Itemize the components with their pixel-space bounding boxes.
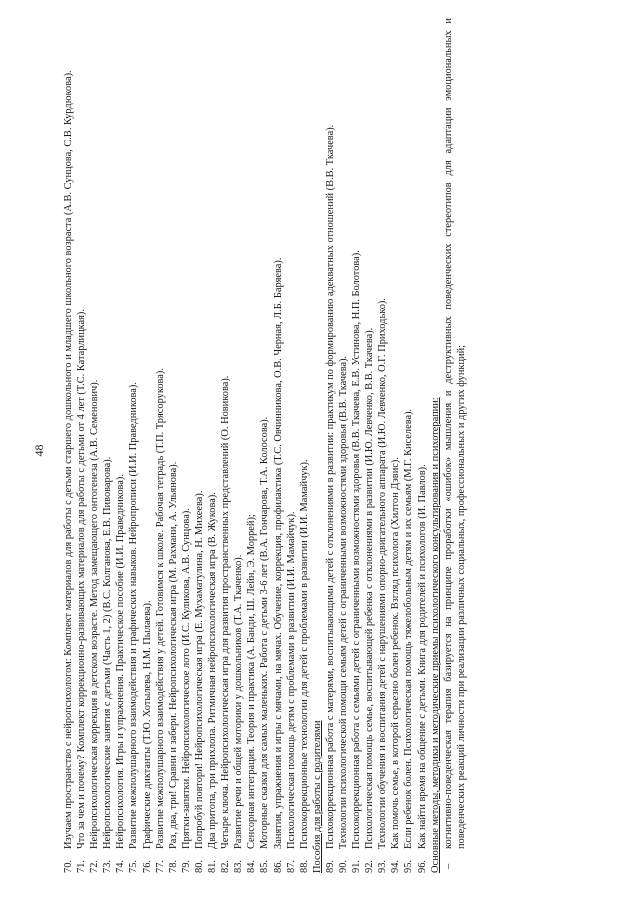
section-heading-methods: Основные методы, методики и методические приемы психологического консультирования и психотерапии: (429, 397, 441, 873)
item-number: 92. (364, 860, 376, 873)
item-number: 96. (416, 860, 428, 873)
item-number: 91. (351, 860, 363, 873)
item-text: Психокоррекционная работа с матерями, воспитывающими детей с отклонениями в развитии: практикум по формированию адекватных отношений (В.В. Ткачева). (324, 124, 336, 849)
item-number: 72. (89, 860, 101, 873)
item-number: 81. (207, 860, 219, 873)
item-number: 73. (102, 860, 114, 873)
list-item (75, 18, 88, 873)
list-item (127, 18, 140, 873)
item-number: 87. (285, 860, 297, 873)
list-item (62, 18, 75, 873)
list-item (402, 18, 415, 873)
list-item (376, 18, 389, 873)
list-item (389, 18, 402, 873)
item-number: 89. (324, 860, 336, 873)
list-item (114, 18, 127, 873)
list-item (141, 18, 154, 873)
list-item (272, 18, 285, 873)
list-item (167, 18, 180, 873)
method-text: когнитивно-поведенческая терапия базируется на принципе проработки «ошибок» мышления и деструктивных поведенческих стереотипов для адаптации эмоциональных и поведенческих реакций личности при реализации различных социальных, профессиональных и других функций; (442, 18, 467, 849)
page-number: 48 (32, 444, 46, 457)
item-text: Занятия, упражнения и игры с мячами, на мячах. Обучение, коррекция, профилактика (Т.С. Овчинникова, О.В. Черная, Л.Б. Баряева). (272, 257, 284, 849)
item-text: Четыре ключа. Нейропсихологическая игра для развития пространственных представлений (О. Новикова). (220, 375, 232, 849)
list-item (258, 18, 271, 873)
materials-list (62, 18, 311, 873)
item-number: 71. (76, 860, 88, 873)
item-text: Развитие межполушарного взаимодействия у детей. Готовимся к школе. Рабочая тетрадь (Т.П. Трясорукова). (154, 368, 166, 849)
item-text: Раз, два, три! Сравни и забери. Нейропсихологическая игра (М. Рахмани, А. Ульянова). (167, 461, 179, 849)
list-item (363, 18, 376, 873)
item-text: Нейропсихологическая коррекция в детском возрасте. Метод замещающего онтогенеза (А.В. Семенович). (89, 379, 101, 849)
item-text: Развитие межполушарного взаимодействия и графических навыков. Нейропрописи (И.И. Праведникова). (128, 382, 140, 849)
section-heading-parents: Пособия для работы с родителями (311, 720, 323, 873)
item-number: 70. (63, 860, 74, 873)
item-text: Технологии психологической помощи семьям детей с ограниченными возможностями здоровья (В.В. Ткачева). (337, 355, 349, 849)
item-text: Как найти время на общение с детьми. Книга для родителей и психологов (И. Павлов). (416, 464, 428, 849)
item-number: 76. (141, 860, 153, 873)
item-number: 86. (272, 860, 284, 873)
parents-list (324, 18, 429, 873)
item-text: Психокоррекционные технологии для детей с проблемами в развитии (И.И. Мамайчук). (298, 459, 310, 849)
list-item (193, 18, 206, 873)
item-number: 82. (220, 860, 232, 873)
item-text: Психологическая помощь семье, воспитывающей ребенка с отклонениями в развитии (И.Ю. Левченко, В.В. Ткачева). (364, 327, 376, 849)
item-number: 90. (337, 860, 349, 873)
list-item (337, 18, 350, 873)
list-item (416, 18, 429, 873)
item-number: 83. (233, 860, 245, 873)
item-text: Нейропсихологические занятия с детьми (Часть 1, 2) (В.С. Колганова, Е.В. Пивоварова). (102, 456, 114, 849)
list-item (245, 18, 258, 873)
item-text: Попробуй повтори! Нейропсихологическая игра (Е. Мухаматулина, Н. Михеева). (193, 490, 205, 849)
item-number: 84. (246, 860, 258, 873)
dash-marker: – (442, 863, 454, 869)
item-number: 94. (390, 860, 402, 873)
list-item (350, 18, 363, 873)
item-number: 74. (115, 860, 127, 873)
item-number: 80. (193, 860, 205, 873)
item-number: 85. (259, 860, 271, 873)
list-item (324, 18, 337, 873)
list-item (298, 18, 311, 873)
list-item (219, 18, 232, 873)
page-content (62, 18, 468, 873)
list-item (88, 18, 101, 873)
item-text: Нейропсихология. Игры и упражнения. Практическое пособие (И.И. Праведникова). (115, 474, 127, 849)
list-item (232, 18, 245, 873)
list-item (154, 18, 167, 873)
list-item (206, 18, 219, 873)
list-item (180, 18, 193, 873)
item-text: Если ребенок болен. Психологическая помощь тяжелобольным детям и их семьям (М.Г. Киселева). (403, 408, 415, 849)
item-text: Графические диктанты (Т.Ю. Хотылева, Н.М. Пылаева). (141, 600, 153, 849)
item-number: 93. (377, 860, 389, 873)
item-number: 75. (128, 860, 140, 873)
item-number: 78. (167, 860, 179, 873)
item-text: Психокоррекционная работа с семьями детей с ограниченными возможностями здоровья (В.В. Ткачева, Е.В. Устинова, Н.П. Болотова). (351, 250, 363, 849)
list-item (101, 18, 114, 873)
item-number: 77. (154, 860, 166, 873)
item-text: Прятки-запятки. Нейропсихологическое лото (И.С. Куликова, А.В. Сунцова). (180, 508, 192, 849)
item-text: Развитие речи и общей моторики у дошкольников (Т.А. Ткаченко). (233, 554, 245, 849)
item-text: Технологии обучения и воспитания детей с нарушениями опорно-двигательного аппарата (И.Ю. Левченко, О.Г. Приходько). (377, 298, 389, 849)
item-number: 88. (298, 860, 310, 873)
item-number: 79. (180, 860, 192, 873)
method-item (442, 18, 468, 873)
item-text: Два притопа, три прихлопа. Ритмичная нейропсихологическая игра (В. Жукова). (207, 492, 219, 849)
item-text: Как помочь семье, в которой серьезно болен ребенок. Взгляд психолога (Хилтон Дэвис). (390, 457, 402, 849)
item-number: 95. (403, 860, 415, 873)
item-text: Что за чем и почему? Комплект коррекционно-развивающих материалов для работы с детьми от 4 лет (Т.С. Катарлицкая). (76, 309, 88, 849)
item-text: Сенсорная интеграция. Теория и практика (А. Банди, Ш. Лейн, Э. Моррей); (246, 514, 258, 849)
item-text: Психологическая помощь детям с проблемами в развитии (И.И. Мамайчук). (285, 511, 297, 849)
item-text: Изучаем пространство с нейропсихологом: Комплект материалов для работы с детьми старшего дошкольного и младшего школьного возраста (А.В. Сунцова, С.В. Курдюкова). (63, 70, 74, 849)
item-text: Моторные сказки для самых маленьких. Работа с детьми 3-6 лет (В.А. Гончарова, Т.А. Колосова). (259, 416, 271, 849)
list-item (285, 18, 298, 873)
